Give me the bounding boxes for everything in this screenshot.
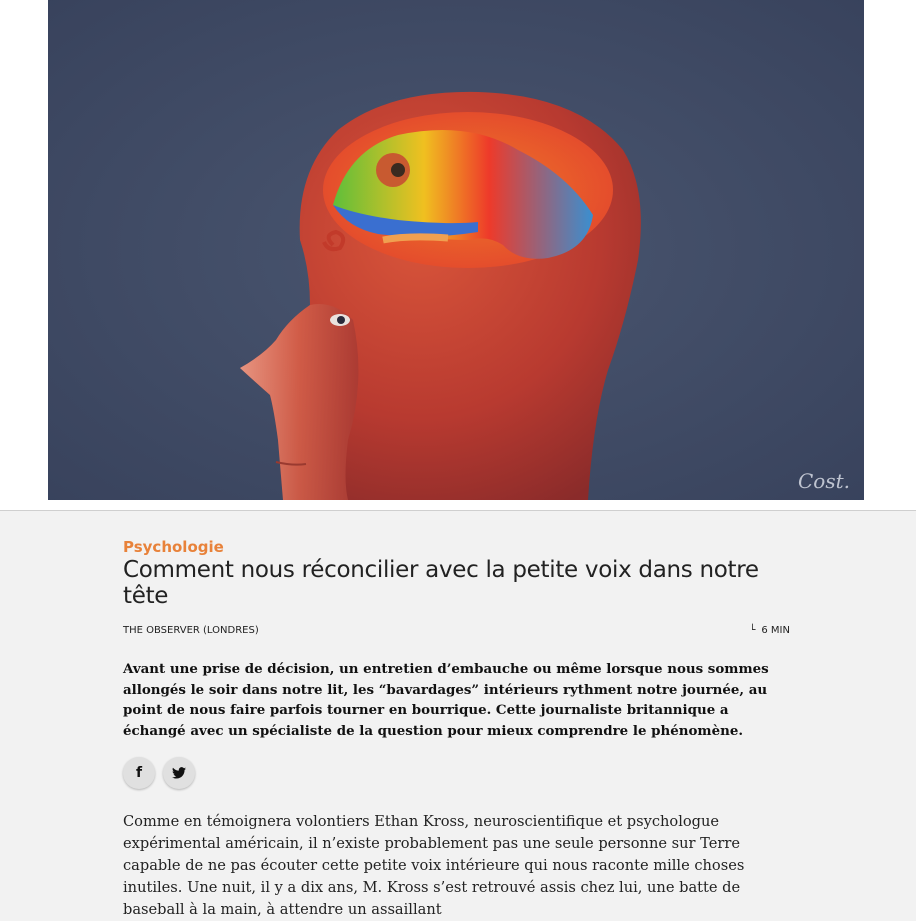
article-category[interactable]: Psychologie — [123, 538, 224, 556]
hero-illustration — [48, 0, 864, 500]
share-bar — [123, 757, 790, 791]
article-lede: Avant une prise de décision, un entretien d’embauche ou même lorsque nous sommes allongés le soir dans notre lit, les “bavardages” intérieurs rythment notre journée, au point de nous faire parfois tourner en bourrique. Cette journaliste britannique a échangé avec un spécialiste de la question pour mieux comprendre le phénomène. — [123, 661, 769, 739]
read-time-label: 6 MIN — [761, 625, 790, 636]
article-source[interactable]: THE OBSERVER (LONDRES) — [123, 625, 259, 636]
article-title: Comment nous réconcilier avec la petite voix dans notre tête — [123, 557, 759, 609]
artist-signature: Cost. — [798, 469, 851, 493]
clock-icon: └ — [749, 625, 756, 636]
article-body: Comme en témoignera volontiers Ethan Kross, neuroscientifique et psychologue expérimental américain, il n’existe probablement pas une seule personne sur Terre capable de ne pas écouter cette petite voix intérieure qui nous raconte mille choses inutiles. Une nuit, il y a dix ans, M. Kross s’est retrouvé assis chez lui, une batte de baseball à la main, à attendre un assaillant — [123, 813, 745, 919]
read-time — [749, 625, 790, 636]
article-meta — [123, 625, 790, 641]
facebook-icon: f — [135, 765, 143, 782]
twitter-icon — [172, 767, 186, 779]
facebook-share-button[interactable] — [123, 757, 155, 789]
hero-illustration-svg — [48, 0, 864, 500]
twitter-share-button[interactable] — [163, 757, 195, 789]
article — [123, 537, 790, 921]
